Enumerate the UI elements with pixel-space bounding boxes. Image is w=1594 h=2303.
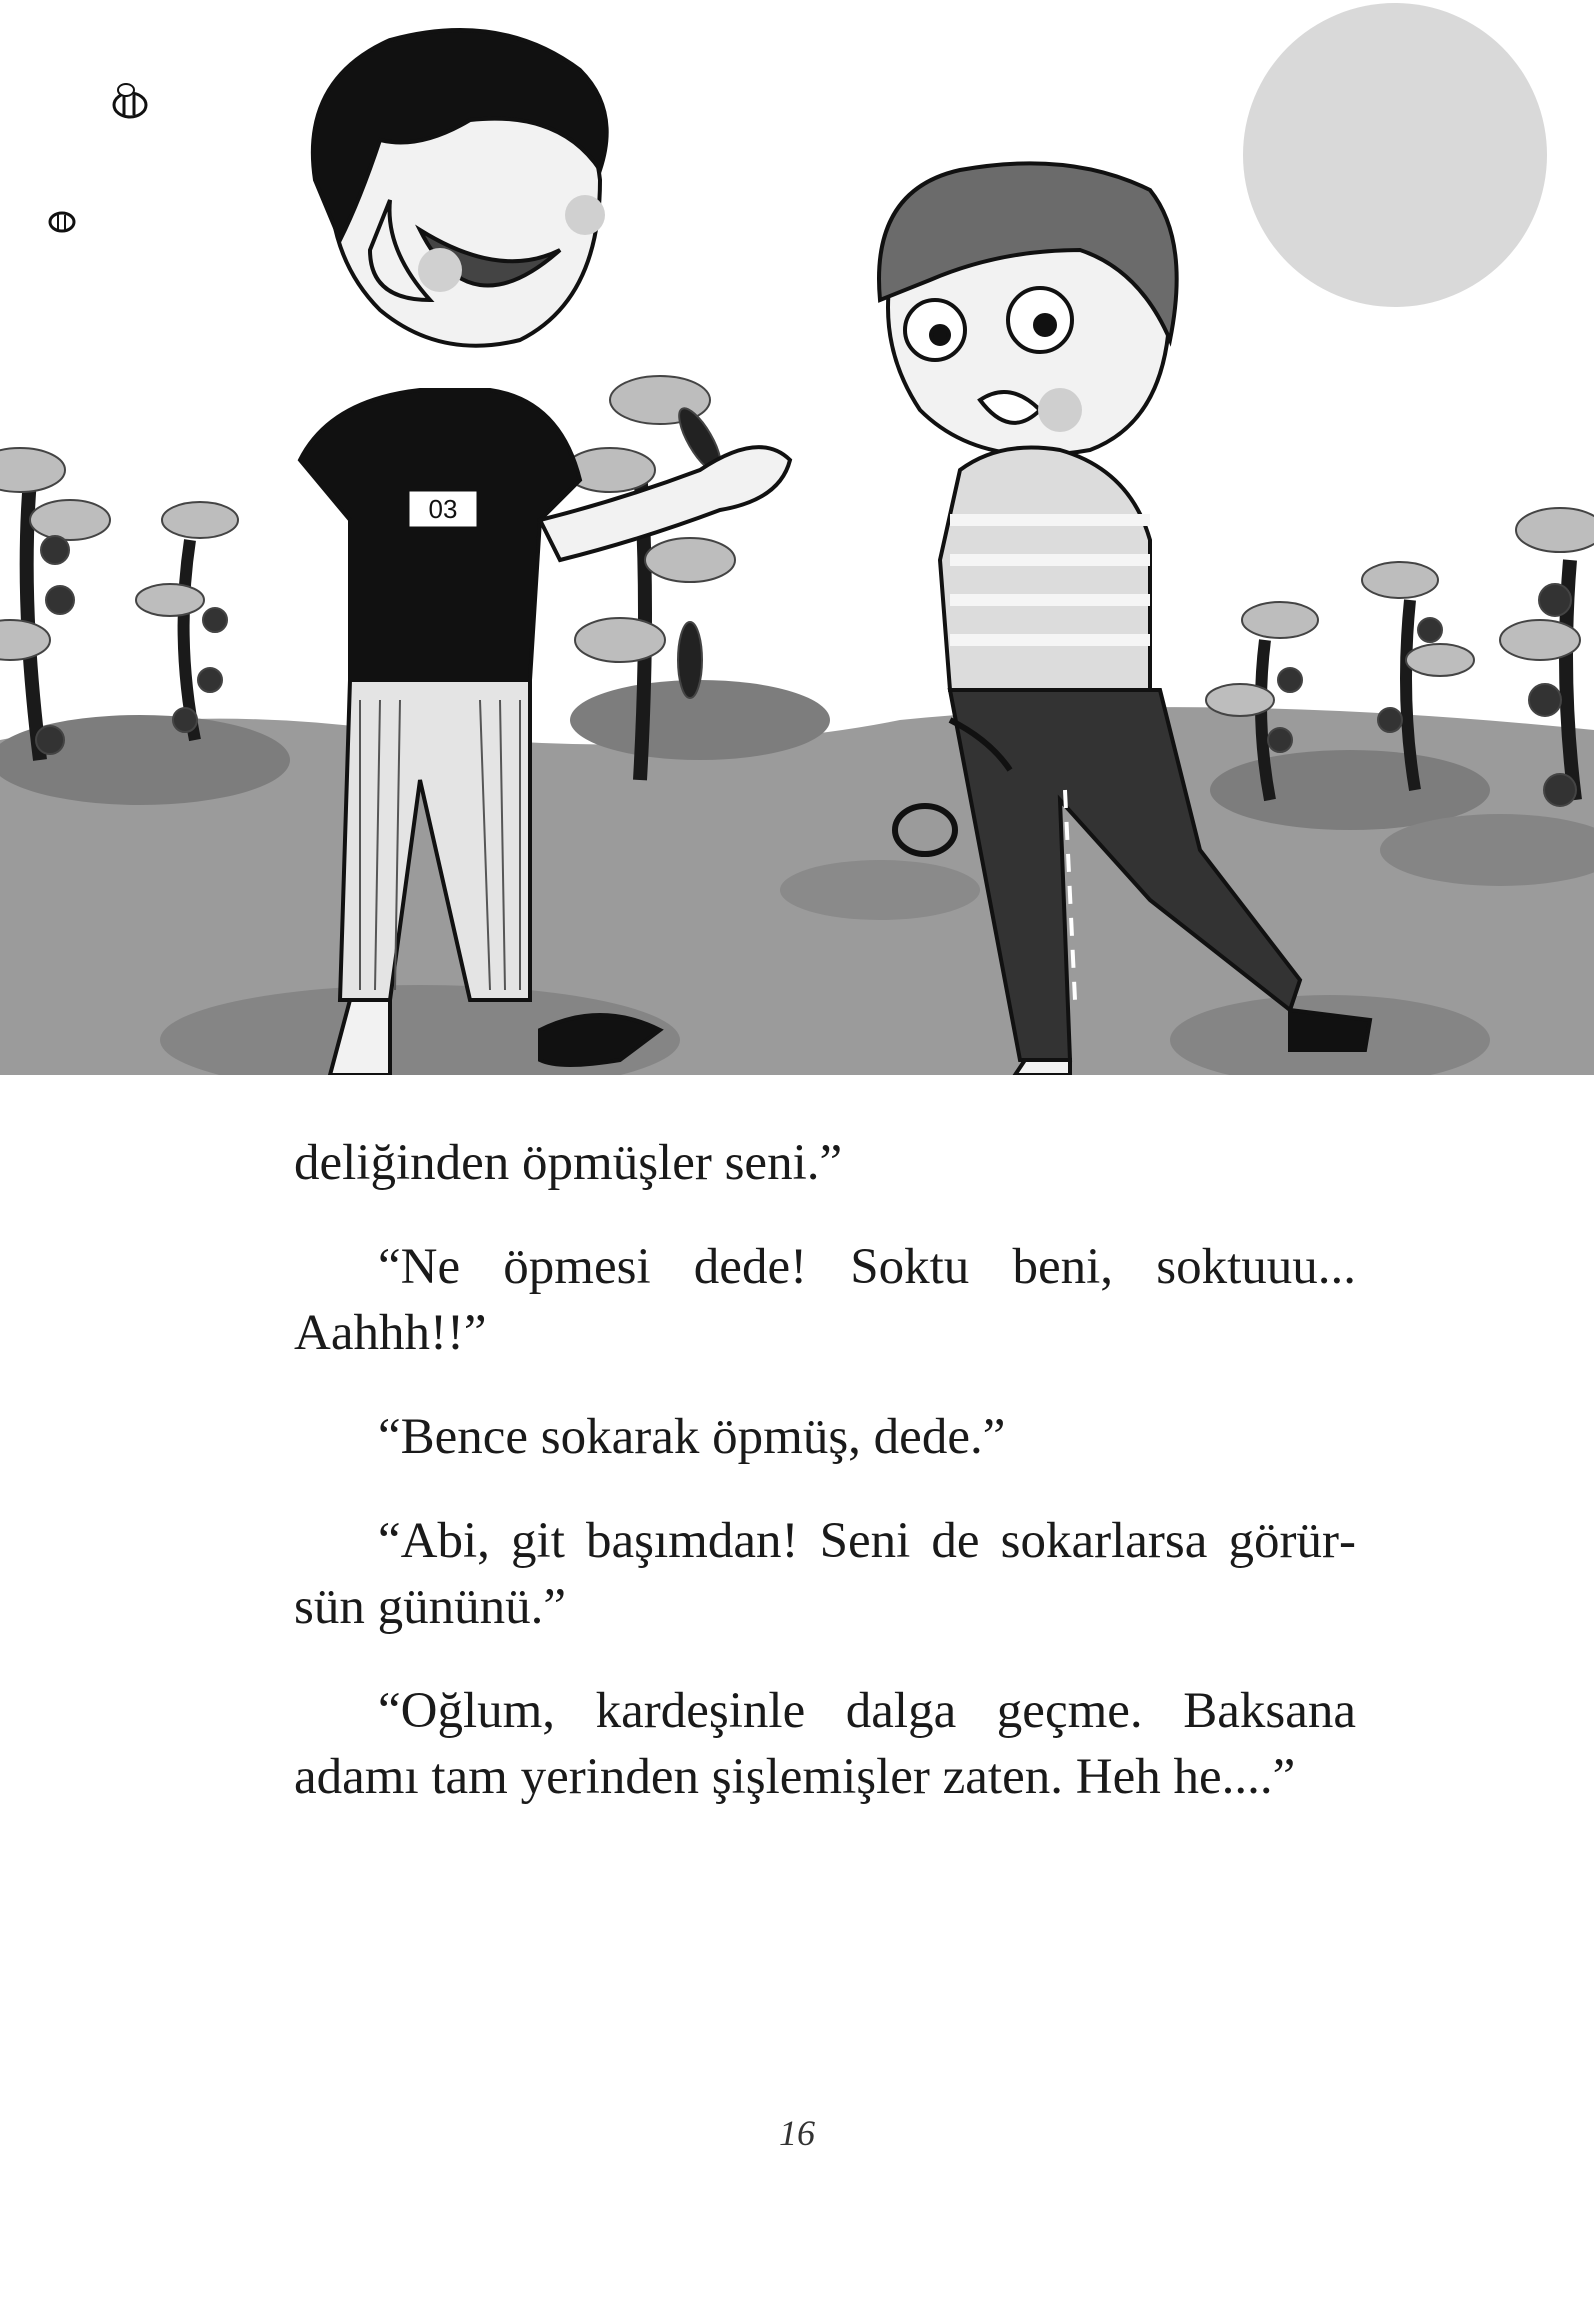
paragraph: “Abi, git başımdan! Seni de sokarlarsa görürsün gününü.”	[294, 1513, 1356, 1635]
paragraph: “Ne öpmesi dede! Soktu beni, soktuuu... Aahhh!!”	[294, 1239, 1356, 1361]
shirt-number: 03	[428, 494, 458, 524]
paragraph: “Oğlum, kardeşinle dalga geçme. Baksana adamı tam yerinden şişlemişler zaten. Heh he....”	[294, 1683, 1356, 1805]
bee-icon	[114, 84, 146, 117]
bee-icon	[50, 213, 74, 231]
paragraph: deliğinden öpmüşler seni.”	[294, 1135, 843, 1191]
paragraph: “Bence sokarak öpmüş, dede.”	[378, 1409, 1006, 1465]
story-text	[294, 1130, 1356, 1848]
story-illustration	[0, 0, 1594, 1075]
page-number: 16	[779, 2113, 815, 2153]
sun	[1243, 3, 1547, 307]
